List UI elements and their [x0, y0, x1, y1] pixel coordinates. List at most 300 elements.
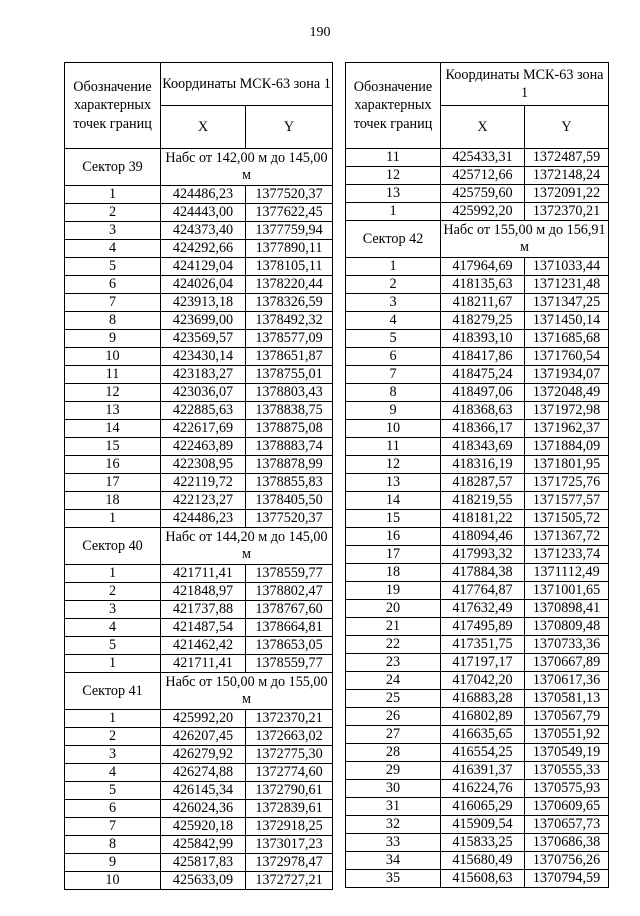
x-coordinate: 425712,66: [441, 167, 525, 185]
y-coordinate: 1371685,68: [525, 330, 609, 348]
x-coordinate: 417764,87: [441, 582, 525, 600]
table-row: [346, 492, 609, 510]
table-row: [65, 258, 333, 276]
sector-elevation-range: Набс от 144,20 м до 145,00 м: [161, 528, 333, 565]
point-number: 18: [346, 564, 441, 582]
table-row: [346, 330, 609, 348]
y-coordinate: 1372663,02: [246, 728, 333, 746]
y-coordinate: 1378220,44: [246, 276, 333, 294]
point-number: 1: [65, 186, 161, 204]
y-header: Y: [525, 106, 609, 149]
point-number: 6: [65, 276, 161, 294]
table-row: [346, 870, 609, 888]
x-coordinate: 418393,10: [441, 330, 525, 348]
point-number: 1: [346, 258, 441, 276]
table-row: [346, 384, 609, 402]
y-coordinate: 1372091,22: [525, 185, 609, 203]
y-coordinate: 1377759,94: [246, 222, 333, 240]
point-number: 14: [65, 420, 161, 438]
sector-name: Сектор 42: [346, 221, 441, 258]
point-number: 12: [346, 167, 441, 185]
x-coordinate: 418279,25: [441, 312, 525, 330]
point-number: 3: [65, 601, 161, 619]
point-number: 18: [65, 492, 161, 510]
table-row: [346, 726, 609, 744]
y-coordinate: 1372048,49: [525, 384, 609, 402]
y-coordinate: 1370733,36: [525, 636, 609, 654]
point-number: 10: [65, 348, 161, 366]
x-coordinate: 421711,41: [161, 655, 246, 673]
y-coordinate: 1371725,76: [525, 474, 609, 492]
x-coordinate: 415833,25: [441, 834, 525, 852]
point-number: 3: [346, 294, 441, 312]
x-coordinate: 423036,07: [161, 384, 246, 402]
table-row: [346, 762, 609, 780]
point-number: 2: [346, 276, 441, 294]
table-row: [65, 276, 333, 294]
point-number: 1: [65, 710, 161, 728]
table-row: [346, 348, 609, 366]
table-row: [65, 402, 333, 420]
sector-name: Сектор 41: [65, 673, 161, 710]
x-coordinate: 424373,40: [161, 222, 246, 240]
y-coordinate: 1371760,54: [525, 348, 609, 366]
designation-header: Обозначение характерных точек границ: [346, 63, 441, 149]
table-row: [346, 438, 609, 456]
point-number: 12: [65, 384, 161, 402]
sector-elevation-range: Набс от 150,00 м до 155,00 м: [161, 673, 333, 710]
table-row: [65, 204, 333, 222]
x-coordinate: 425992,20: [441, 203, 525, 221]
y-coordinate: 1378559,77: [246, 655, 333, 673]
point-number: 30: [346, 780, 441, 798]
y-coordinate: 1370657,73: [525, 816, 609, 834]
y-coordinate: 1370617,36: [525, 672, 609, 690]
y-coordinate: 1370686,38: [525, 834, 609, 852]
y-coordinate: 1377520,37: [246, 510, 333, 528]
x-coordinate: 416635,65: [441, 726, 525, 744]
point-number: 6: [65, 800, 161, 818]
y-coordinate: 1370551,92: [525, 726, 609, 744]
table-row: [65, 854, 333, 872]
point-number: 11: [65, 366, 161, 384]
x-coordinate: 422463,89: [161, 438, 246, 456]
table-row: [346, 798, 609, 816]
point-number: 34: [346, 852, 441, 870]
table-row: [65, 456, 333, 474]
x-coordinate: 417495,89: [441, 618, 525, 636]
point-number: 14: [346, 492, 441, 510]
point-number: 1: [65, 655, 161, 673]
y-coordinate: 1372727,21: [246, 872, 333, 890]
x-coordinate: 422617,69: [161, 420, 246, 438]
x-coordinate: 425759,60: [441, 185, 525, 203]
y-coordinate: 1370609,65: [525, 798, 609, 816]
point-number: 9: [65, 854, 161, 872]
table-row: [65, 836, 333, 854]
x-coordinate: 425633,09: [161, 872, 246, 890]
y-coordinate: 1372370,21: [525, 203, 609, 221]
table-row: [65, 294, 333, 312]
y-coordinate: 1371347,25: [525, 294, 609, 312]
point-number: 1: [346, 203, 441, 221]
point-number: 32: [346, 816, 441, 834]
table-header-row: [65, 63, 333, 106]
x-coordinate: 415909,54: [441, 816, 525, 834]
x-coordinate: 418343,69: [441, 438, 525, 456]
table-row: [65, 619, 333, 637]
point-number: 4: [65, 619, 161, 637]
x-coordinate: 424486,23: [161, 510, 246, 528]
table-row: [346, 600, 609, 618]
y-coordinate: 1378653,05: [246, 637, 333, 655]
x-coordinate: 418366,17: [441, 420, 525, 438]
table-row: [65, 800, 333, 818]
table-row: [65, 420, 333, 438]
table-row: [65, 601, 333, 619]
x-coordinate: 415680,49: [441, 852, 525, 870]
table-row: [346, 816, 609, 834]
table-row: [65, 510, 333, 528]
table-row: [346, 564, 609, 582]
x-coordinate: 421462,42: [161, 637, 246, 655]
point-number: 7: [65, 294, 161, 312]
x-coordinate: 418135,63: [441, 276, 525, 294]
sector-header-row: [65, 673, 333, 710]
table-row: [65, 818, 333, 836]
point-number: 7: [346, 366, 441, 384]
coordinates-table-left: [64, 62, 333, 890]
x-coordinate: 418417,86: [441, 348, 525, 366]
table-row: [346, 366, 609, 384]
y-coordinate: 1378105,11: [246, 258, 333, 276]
x-coordinate: 424129,04: [161, 258, 246, 276]
y-coordinate: 1372774,60: [246, 764, 333, 782]
x-coordinate: 416554,25: [441, 744, 525, 762]
table-header-row: [346, 63, 609, 106]
x-coordinate: 422308,95: [161, 456, 246, 474]
x-coordinate: 422119,72: [161, 474, 246, 492]
point-number: 5: [65, 782, 161, 800]
x-coordinate: 416802,89: [441, 708, 525, 726]
table-row: [65, 565, 333, 583]
y-coordinate: 1371233,74: [525, 546, 609, 564]
point-number: 2: [65, 583, 161, 601]
point-number: 19: [346, 582, 441, 600]
y-coordinate: 1370549,19: [525, 744, 609, 762]
y-coordinate: 1371505,72: [525, 510, 609, 528]
x-coordinate: 424443,00: [161, 204, 246, 222]
x-coordinate: 426279,92: [161, 746, 246, 764]
x-coordinate: 422123,27: [161, 492, 246, 510]
table-row: [346, 744, 609, 762]
table-row: [65, 348, 333, 366]
table-row: [65, 782, 333, 800]
y-coordinate: 1378803,43: [246, 384, 333, 402]
point-number: 1: [65, 510, 161, 528]
x-coordinate: 424026,04: [161, 276, 246, 294]
table-row: [65, 583, 333, 601]
x-coordinate: 425920,18: [161, 818, 246, 836]
x-coordinate: 416065,29: [441, 798, 525, 816]
table-row: [346, 618, 609, 636]
point-number: 11: [346, 438, 441, 456]
y-coordinate: 1370809,48: [525, 618, 609, 636]
point-number: 2: [65, 204, 161, 222]
y-coordinate: 1371033,44: [525, 258, 609, 276]
y-coordinate: 1371112,49: [525, 564, 609, 582]
sector-name: Сектор 39: [65, 149, 161, 186]
point-number: 31: [346, 798, 441, 816]
y-coordinate: 1371884,09: [525, 438, 609, 456]
x-coordinate: 423569,57: [161, 330, 246, 348]
x-coordinate: 425433,31: [441, 149, 525, 167]
x-coordinate: 416224,76: [441, 780, 525, 798]
point-number: 35: [346, 870, 441, 888]
point-number: 2: [65, 728, 161, 746]
point-number: 10: [346, 420, 441, 438]
point-number: 28: [346, 744, 441, 762]
coordinates-header: Координаты МСК-63 зона 1: [161, 63, 333, 106]
y-coordinate: 1378405,50: [246, 492, 333, 510]
y-coordinate: 1370567,79: [525, 708, 609, 726]
y-coordinate: 1372148,24: [525, 167, 609, 185]
y-coordinate: 1378875,08: [246, 420, 333, 438]
y-coordinate: 1372790,61: [246, 782, 333, 800]
sector-header-row: [65, 149, 333, 186]
table-row: [65, 438, 333, 456]
table-row: [346, 402, 609, 420]
point-number: 4: [346, 312, 441, 330]
x-coordinate: 425992,20: [161, 710, 246, 728]
y-coordinate: 1378767,60: [246, 601, 333, 619]
table-row: [65, 637, 333, 655]
point-number: 4: [65, 764, 161, 782]
table-row: [346, 708, 609, 726]
y-coordinate: 1370575,93: [525, 780, 609, 798]
x-coordinate: 421737,88: [161, 601, 246, 619]
table-row: [346, 203, 609, 221]
table-row: [346, 167, 609, 185]
sector-elevation-range: Набс от 155,00 м до 156,91 м: [441, 221, 609, 258]
table-row: [346, 654, 609, 672]
x-coordinate: 423430,14: [161, 348, 246, 366]
x-coordinate: 418497,06: [441, 384, 525, 402]
y-coordinate: 1378664,81: [246, 619, 333, 637]
x-coordinate: 423699,00: [161, 312, 246, 330]
x-coordinate: 424292,66: [161, 240, 246, 258]
point-number: 15: [346, 510, 441, 528]
point-number: 10: [65, 872, 161, 890]
x-coordinate: 417964,69: [441, 258, 525, 276]
table-row: [346, 834, 609, 852]
x-coordinate: 418211,67: [441, 294, 525, 312]
x-header: X: [161, 106, 246, 149]
table-row: [65, 492, 333, 510]
y-coordinate: 1370898,41: [525, 600, 609, 618]
table-row: [65, 240, 333, 258]
y-coordinate: 1371231,48: [525, 276, 609, 294]
x-coordinate: 425842,99: [161, 836, 246, 854]
table-row: [346, 276, 609, 294]
y-coordinate: 1371972,98: [525, 402, 609, 420]
point-number: 24: [346, 672, 441, 690]
x-coordinate: 426207,45: [161, 728, 246, 746]
y-coordinate: 1378838,75: [246, 402, 333, 420]
x-coordinate: 418094,46: [441, 528, 525, 546]
sector-name: Сектор 40: [65, 528, 161, 565]
x-coordinate: 421487,54: [161, 619, 246, 637]
point-number: 8: [65, 836, 161, 854]
y-coordinate: 1370667,89: [525, 654, 609, 672]
sector-elevation-range: Набс от 142,00 м до 145,00 м: [161, 149, 333, 186]
table-row: [346, 474, 609, 492]
table-row: [65, 655, 333, 673]
y-coordinate: 1378878,99: [246, 456, 333, 474]
point-number: 33: [346, 834, 441, 852]
table-row: [65, 330, 333, 348]
table-row: [65, 710, 333, 728]
table-row: [346, 528, 609, 546]
table-row: [346, 420, 609, 438]
table-row: [346, 258, 609, 276]
coordinates-body-left: [65, 149, 333, 890]
y-coordinate: 1372839,61: [246, 800, 333, 818]
y-coordinate: 1378326,59: [246, 294, 333, 312]
x-coordinate: 426024,36: [161, 800, 246, 818]
point-number: 23: [346, 654, 441, 672]
point-number: 9: [346, 402, 441, 420]
x-coordinate: 418475,24: [441, 366, 525, 384]
x-coordinate: 423183,27: [161, 366, 246, 384]
x-coordinate: 416883,28: [441, 690, 525, 708]
point-number: 9: [65, 330, 161, 348]
point-number: 25: [346, 690, 441, 708]
x-coordinate: 417042,20: [441, 672, 525, 690]
table-row: [65, 222, 333, 240]
point-number: 8: [346, 384, 441, 402]
point-number: 16: [65, 456, 161, 474]
y-coordinate: 1371801,95: [525, 456, 609, 474]
x-coordinate: 415608,63: [441, 870, 525, 888]
table-row: [65, 728, 333, 746]
y-coordinate: 1378802,47: [246, 583, 333, 601]
point-number: 22: [346, 636, 441, 654]
x-coordinate: 425817,83: [161, 854, 246, 872]
x-coordinate: 426274,88: [161, 764, 246, 782]
table-row: [346, 546, 609, 564]
x-coordinate: 418181,22: [441, 510, 525, 528]
x-coordinate: 416391,37: [441, 762, 525, 780]
x-coordinate: 422885,63: [161, 402, 246, 420]
y-coordinate: 1371934,07: [525, 366, 609, 384]
table-row: [346, 582, 609, 600]
x-coordinate: 426145,34: [161, 782, 246, 800]
x-coordinate: 418368,63: [441, 402, 525, 420]
table-row: [65, 312, 333, 330]
x-coordinate: 421711,41: [161, 565, 246, 583]
y-coordinate: 1372918,25: [246, 818, 333, 836]
point-number: 7: [65, 818, 161, 836]
point-number: 26: [346, 708, 441, 726]
x-coordinate: 418219,55: [441, 492, 525, 510]
x-coordinate: 417993,32: [441, 546, 525, 564]
y-coordinate: 1378492,32: [246, 312, 333, 330]
table-row: [65, 872, 333, 890]
y-coordinate: 1371577,57: [525, 492, 609, 510]
y-coordinate: 1373017,23: [246, 836, 333, 854]
table-row: [346, 852, 609, 870]
point-number: 17: [65, 474, 161, 492]
x-coordinate: 417632,49: [441, 600, 525, 618]
point-number: 3: [65, 746, 161, 764]
table-row: [65, 474, 333, 492]
point-number: 13: [346, 474, 441, 492]
coordinates-header: Координаты МСК-63 зона 1: [441, 63, 609, 106]
point-number: 11: [346, 149, 441, 167]
table-row: [346, 636, 609, 654]
table-row: [346, 312, 609, 330]
table-row: [346, 510, 609, 528]
table-row: [65, 366, 333, 384]
y-coordinate: 1378883,74: [246, 438, 333, 456]
coordinates-table-right: [345, 62, 609, 888]
point-number: 15: [65, 438, 161, 456]
y-coordinate: 1377622,45: [246, 204, 333, 222]
table-row: [65, 764, 333, 782]
y-coordinate: 1378577,09: [246, 330, 333, 348]
point-number: 13: [65, 402, 161, 420]
coordinates-body-right: [346, 149, 609, 888]
point-number: 12: [346, 456, 441, 474]
x-coordinate: 417197,17: [441, 654, 525, 672]
y-coordinate: 1378855,83: [246, 474, 333, 492]
table-row: [346, 149, 609, 167]
point-number: 20: [346, 600, 441, 618]
x-coordinate: 421848,97: [161, 583, 246, 601]
x-coordinate: 418316,19: [441, 456, 525, 474]
designation-header: Обозначение характерных точек границ: [65, 63, 161, 149]
table-row: [346, 185, 609, 203]
table-row: [65, 746, 333, 764]
point-number: 3: [65, 222, 161, 240]
table-row: [65, 384, 333, 402]
point-number: 27: [346, 726, 441, 744]
y-coordinate: 1378651,87: [246, 348, 333, 366]
y-coordinate: 1371450,14: [525, 312, 609, 330]
point-number: 5: [65, 258, 161, 276]
y-coordinate: 1378559,77: [246, 565, 333, 583]
table-row: [65, 186, 333, 204]
point-number: 21: [346, 618, 441, 636]
point-number: 1: [65, 565, 161, 583]
point-number: 16: [346, 528, 441, 546]
point-number: 8: [65, 312, 161, 330]
x-coordinate: 423913,18: [161, 294, 246, 312]
y-coordinate: 1372978,47: [246, 854, 333, 872]
point-number: 13: [346, 185, 441, 203]
point-number: 4: [65, 240, 161, 258]
y-coordinate: 1377520,37: [246, 186, 333, 204]
y-coordinate: 1371367,72: [525, 528, 609, 546]
sector-header-row: [346, 221, 609, 258]
point-number: 29: [346, 762, 441, 780]
y-coordinate: 1372370,21: [246, 710, 333, 728]
table-row: [346, 456, 609, 474]
y-coordinate: 1371962,37: [525, 420, 609, 438]
x-coordinate: 424486,23: [161, 186, 246, 204]
y-coordinate: 1370581,13: [525, 690, 609, 708]
